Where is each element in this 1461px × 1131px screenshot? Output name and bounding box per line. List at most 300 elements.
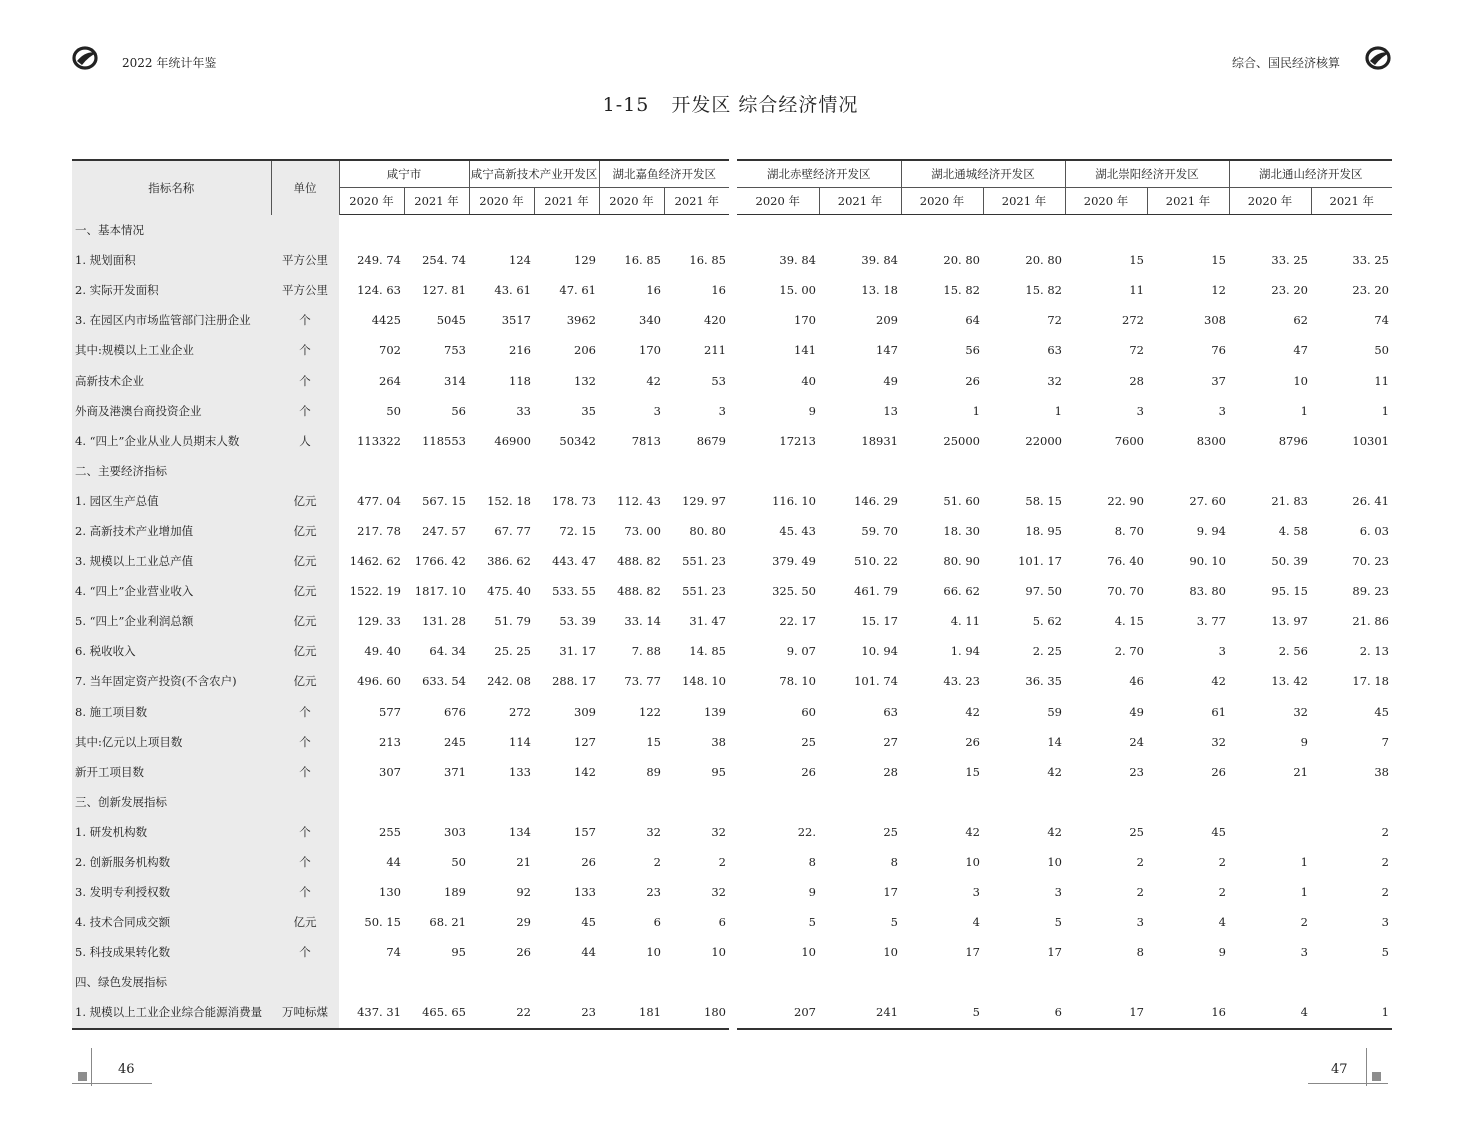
value-cell: 26	[965, 373, 980, 388]
table-row	[72, 245, 729, 275]
value-cell: 9	[808, 885, 816, 900]
table-row	[72, 365, 729, 395]
value-cell: 1	[1054, 403, 1062, 418]
value-cell	[737, 967, 819, 997]
value-cell: 2	[1381, 824, 1389, 839]
value-cell: 58. 15	[1025, 493, 1062, 508]
indicator-name: 外商及港澳台商投资企业	[72, 396, 271, 426]
value-cell: 496. 60	[357, 674, 401, 689]
value-cell: 272	[509, 704, 531, 719]
value-cell: 130	[379, 885, 401, 900]
unit-cell: 亿元	[271, 606, 339, 636]
indicator-name: 新开工项目数	[72, 757, 271, 787]
value-cell	[983, 967, 1065, 997]
value-cell: 475. 40	[487, 584, 531, 599]
value-cell: 702	[379, 343, 401, 358]
value-cell: 3	[653, 403, 661, 418]
unit-cell: 亿元	[271, 576, 339, 606]
value-cell: 45	[581, 915, 596, 930]
value-cell: 18. 95	[1025, 523, 1062, 538]
value-cell: 8. 70	[1114, 523, 1144, 538]
value-cell: 129. 33	[357, 614, 401, 629]
value-cell	[404, 787, 469, 817]
unit-cell: 个	[271, 697, 339, 727]
table-row	[72, 817, 729, 847]
value-cell: 26	[1211, 764, 1226, 779]
value-cell: 2. 70	[1114, 644, 1144, 659]
value-cell: 133	[574, 885, 596, 900]
value-cell: 272	[1122, 313, 1144, 328]
indicator-name: 三、创新发展指标	[72, 787, 271, 817]
value-cell: 29	[516, 915, 531, 930]
value-cell: 46	[1129, 674, 1144, 689]
value-cell: 148. 10	[682, 674, 726, 689]
value-cell: 72	[1047, 313, 1062, 328]
yearbook-logo-icon	[1364, 44, 1392, 72]
value-cell: 90. 10	[1189, 554, 1226, 569]
value-cell: 5	[901, 997, 983, 1028]
value-cell: 5	[1054, 915, 1062, 930]
value-cell: 38	[1374, 764, 1389, 779]
unit-cell: 个	[271, 757, 339, 787]
value-cell: 1462. 62	[349, 554, 401, 569]
table-row	[72, 305, 729, 335]
table-row	[72, 426, 729, 456]
value-cell: 31. 47	[689, 614, 726, 629]
table-title-text: 开发区 综合经济情况	[671, 94, 859, 116]
table-row	[737, 426, 1392, 456]
value-cell: 20. 80	[1025, 253, 1062, 268]
value-cell: 23	[534, 997, 599, 1028]
value-cell: 1	[1381, 403, 1389, 418]
year-header: 2021 年	[819, 188, 901, 215]
value-cell: 10	[883, 945, 898, 960]
value-cell: 92	[516, 885, 531, 900]
value-cell: 10. 94	[861, 644, 898, 659]
value-cell: 8	[890, 855, 898, 870]
table-row	[72, 727, 729, 757]
value-cell: 22000	[1025, 433, 1062, 448]
value-cell: 551. 23	[682, 554, 726, 569]
value-cell: 146. 29	[854, 493, 898, 508]
value-cell: 633. 54	[422, 674, 466, 689]
value-cell: 2	[1300, 915, 1308, 930]
value-cell: 245	[444, 734, 466, 749]
value-cell: 2	[718, 855, 726, 870]
value-cell	[599, 215, 664, 246]
unit-cell: 个	[271, 396, 339, 426]
value-cell: 3	[1054, 885, 1062, 900]
value-cell: 189	[444, 885, 466, 900]
value-cell: 577	[379, 704, 401, 719]
value-cell	[901, 215, 983, 246]
table-row	[737, 907, 1392, 937]
value-cell: 1. 94	[950, 644, 980, 659]
value-cell: 1	[1300, 403, 1308, 418]
value-cell: 59. 70	[861, 523, 898, 538]
table-row	[72, 606, 729, 636]
value-cell: 25. 25	[494, 644, 531, 659]
value-cell: 465. 65	[404, 997, 469, 1028]
value-cell: 2	[1218, 855, 1226, 870]
value-cell: 49	[1129, 704, 1144, 719]
running-header-right: 综合、国民经济核算	[1231, 56, 1340, 70]
table-row	[72, 847, 729, 877]
value-cell: 33. 25	[1271, 253, 1308, 268]
value-cell: 21. 86	[1352, 614, 1389, 629]
value-cell: 4	[1218, 915, 1226, 930]
value-cell: 16. 85	[689, 253, 726, 268]
indicator-name: 2. 实际开发面积	[72, 275, 271, 305]
value-cell: 134	[509, 824, 531, 839]
value-cell: 1766. 42	[414, 554, 466, 569]
value-cell: 42	[965, 824, 980, 839]
unit-cell: 个	[271, 727, 339, 757]
value-cell: 95	[451, 945, 466, 960]
value-cell: 4	[972, 915, 980, 930]
value-cell: 45. 43	[779, 523, 816, 538]
value-cell: 152. 18	[487, 493, 531, 508]
value-cell: 551. 23	[682, 584, 726, 599]
value-cell: 142	[574, 764, 596, 779]
table-row	[737, 576, 1392, 606]
value-cell	[737, 787, 819, 817]
table-row	[72, 396, 729, 426]
value-cell: 15	[1211, 253, 1226, 268]
zone-header: 湖北通山经济开发区	[1229, 160, 1392, 188]
value-cell	[1311, 456, 1392, 486]
unit-cell: 个	[271, 847, 339, 877]
unit-cell: 亿元	[271, 486, 339, 516]
value-cell	[339, 456, 404, 486]
value-cell: 255	[379, 824, 401, 839]
value-cell: 26. 41	[1352, 493, 1389, 508]
table-row	[737, 666, 1392, 696]
value-cell: 9. 07	[786, 644, 816, 659]
value-cell: 23	[646, 885, 661, 900]
page-number-right: 47	[1331, 1062, 1348, 1077]
indicator-name: 1. 研发机构数	[72, 817, 271, 847]
value-cell	[1065, 456, 1147, 486]
value-cell: 139	[704, 704, 726, 719]
value-cell	[901, 967, 983, 997]
value-cell: 32	[1293, 704, 1308, 719]
page-number-left: 46	[118, 1062, 135, 1077]
value-cell: 22. 17	[779, 614, 816, 629]
value-cell: 1	[972, 403, 980, 418]
zone-header: 咸宁高新技术产业开发区	[469, 160, 599, 188]
value-cell: 4. 11	[950, 614, 980, 629]
value-cell: 461. 79	[854, 584, 898, 599]
value-cell: 488. 82	[617, 584, 661, 599]
year-header: 2020 年	[469, 188, 534, 215]
value-cell: 9. 94	[1196, 523, 1226, 538]
value-cell: 147	[876, 343, 898, 358]
value-cell: 17. 18	[1352, 674, 1389, 689]
value-cell: 80. 90	[943, 554, 980, 569]
value-cell: 56	[965, 343, 980, 358]
value-cell: 37	[1211, 373, 1226, 388]
value-cell: 157	[574, 824, 596, 839]
value-cell: 22	[469, 997, 534, 1028]
value-cell: 1817. 10	[414, 584, 466, 599]
value-cell: 95	[711, 764, 726, 779]
value-cell: 8	[1136, 945, 1144, 960]
value-cell: 38	[711, 734, 726, 749]
value-cell: 31. 17	[559, 644, 596, 659]
value-cell: 488. 82	[617, 554, 661, 569]
value-cell: 3517	[501, 313, 531, 328]
unit-cell: 平方公里	[271, 245, 339, 275]
value-cell	[404, 456, 469, 486]
value-cell: 17	[883, 885, 898, 900]
value-cell: 20. 80	[943, 253, 980, 268]
zone-header: 湖北崇阳经济开发区	[1065, 160, 1229, 188]
table-row	[737, 546, 1392, 576]
indicator-name: 1. 规划面积	[72, 245, 271, 275]
indicator-name: 5. “四上”企业利润总额	[72, 606, 271, 636]
value-cell: 74	[386, 945, 401, 960]
value-cell	[819, 456, 901, 486]
table-row	[737, 937, 1392, 967]
value-cell	[469, 456, 534, 486]
value-cell: 28	[883, 764, 898, 779]
value-cell: 17	[1065, 997, 1147, 1028]
value-cell: 477. 04	[357, 493, 401, 508]
table-row	[737, 245, 1392, 275]
indicator-name: 2. 创新服务机构数	[72, 847, 271, 877]
value-cell: 141	[794, 343, 816, 358]
value-cell	[1147, 967, 1229, 997]
year-header: 2020 年	[737, 188, 819, 215]
value-cell: 32	[1211, 734, 1226, 749]
value-cell: 124. 63	[357, 283, 401, 298]
value-cell	[534, 787, 599, 817]
value-cell: 50. 39	[1271, 554, 1308, 569]
value-cell: 64	[965, 313, 980, 328]
table-row	[72, 516, 729, 546]
value-cell: 9	[808, 403, 816, 418]
value-cell: 16	[1147, 997, 1229, 1028]
value-cell: 14. 85	[689, 644, 726, 659]
value-cell: 49. 40	[364, 644, 401, 659]
value-cell: 5	[1381, 945, 1389, 960]
value-cell	[819, 787, 901, 817]
value-cell: 2	[1381, 855, 1389, 870]
unit-cell: 万吨标煤	[271, 997, 339, 1028]
table-number: 1-15	[602, 94, 650, 116]
value-cell: 27	[883, 734, 898, 749]
right-data-table	[737, 159, 1392, 1030]
unit-cell: 亿元	[271, 907, 339, 937]
table-row	[72, 576, 729, 606]
value-cell: 2	[653, 855, 661, 870]
value-cell: 6. 03	[1359, 523, 1389, 538]
value-cell: 12	[1211, 283, 1226, 298]
zone-header: 湖北嘉鱼经济开发区	[599, 160, 729, 188]
value-cell: 8679	[696, 433, 726, 448]
value-cell: 25000	[943, 433, 980, 448]
table-row	[737, 606, 1392, 636]
value-cell: 3962	[566, 313, 596, 328]
page-footer-rule	[1308, 1083, 1388, 1084]
value-cell	[1229, 215, 1311, 246]
value-cell	[1065, 787, 1147, 817]
value-cell: 386. 62	[487, 554, 531, 569]
value-cell: 9	[1218, 945, 1226, 960]
value-cell: 64. 34	[429, 644, 466, 659]
value-cell: 206	[574, 343, 596, 358]
year-header: 2020 年	[901, 188, 983, 215]
value-cell: 217. 78	[357, 523, 401, 538]
unit-cell: 亿元	[271, 666, 339, 696]
value-cell: 7600	[1114, 433, 1144, 448]
table-row	[737, 215, 1392, 246]
table-row	[737, 967, 1392, 997]
value-cell: 25	[1129, 824, 1144, 839]
value-cell	[819, 215, 901, 246]
value-cell: 241	[819, 997, 901, 1028]
value-cell: 124	[509, 253, 531, 268]
value-cell: 247. 57	[422, 523, 466, 538]
table-row	[737, 636, 1392, 666]
value-cell: 39. 84	[861, 253, 898, 268]
table-row	[737, 997, 1392, 1028]
year-header: 2021 年	[983, 188, 1065, 215]
year-header: 2021 年	[664, 188, 729, 215]
value-cell: 4. 58	[1278, 523, 1308, 538]
value-cell: 254. 74	[422, 253, 466, 268]
value-cell	[1147, 215, 1229, 246]
value-cell	[901, 456, 983, 486]
value-cell: 181	[599, 997, 664, 1028]
value-cell	[534, 215, 599, 246]
value-cell: 42	[646, 373, 661, 388]
value-cell: 42	[1211, 674, 1226, 689]
value-cell: 7813	[631, 433, 661, 448]
value-cell	[534, 456, 599, 486]
indicator-name: 其中:亿元以上项目数	[72, 727, 271, 757]
value-cell: 47. 61	[559, 283, 596, 298]
unit-cell: 亿元	[271, 516, 339, 546]
table-row	[72, 757, 729, 787]
value-cell: 340	[639, 313, 661, 328]
value-cell: 5. 62	[1032, 614, 1062, 629]
value-cell: 15	[1129, 253, 1144, 268]
value-cell: 4. 15	[1114, 614, 1144, 629]
value-cell: 72	[1129, 343, 1144, 358]
page-footer-rule	[72, 1083, 152, 1084]
value-cell: 379. 49	[772, 554, 816, 569]
value-cell: 2	[1381, 885, 1389, 900]
value-cell: 209	[876, 313, 898, 328]
value-cell: 3	[718, 403, 726, 418]
value-cell: 437. 31	[339, 997, 404, 1028]
unit-cell: 个	[271, 305, 339, 335]
indicator-name: 3. 规模以上工业总产值	[72, 546, 271, 576]
value-cell: 53	[711, 373, 726, 388]
value-cell: 170	[794, 313, 816, 328]
value-cell: 6	[653, 915, 661, 930]
value-cell: 8	[808, 855, 816, 870]
value-cell: 753	[444, 343, 466, 358]
value-cell	[469, 787, 534, 817]
value-cell: 127. 81	[422, 283, 466, 298]
table-row	[737, 817, 1392, 847]
table-row	[72, 967, 729, 997]
value-cell: 59	[1047, 704, 1062, 719]
value-cell: 89. 23	[1352, 584, 1389, 599]
value-cell: 23	[1129, 764, 1144, 779]
indicator-name: 4. 技术合同成交额	[72, 907, 271, 937]
value-cell: 216	[509, 343, 531, 358]
value-cell: 7. 88	[631, 644, 661, 659]
value-cell: 47	[1293, 343, 1308, 358]
table-row	[737, 847, 1392, 877]
value-cell: 303	[444, 824, 466, 839]
value-cell: 309	[574, 704, 596, 719]
value-cell: 42	[1047, 824, 1062, 839]
value-cell: 32	[646, 824, 661, 839]
value-cell: 178. 73	[552, 493, 596, 508]
zone-header: 湖北通城经济开发区	[901, 160, 1065, 188]
value-cell: 132	[574, 373, 596, 388]
unit-cell	[271, 967, 339, 997]
value-cell: 15. 00	[779, 283, 816, 298]
value-cell: 6	[718, 915, 726, 930]
value-cell	[339, 787, 404, 817]
value-cell: 43. 23	[943, 674, 980, 689]
value-cell	[1065, 215, 1147, 246]
value-cell	[1065, 967, 1147, 997]
table-row	[72, 937, 729, 967]
running-header-left: 2022 年统计年鉴	[122, 56, 217, 70]
value-cell: 26	[801, 764, 816, 779]
value-cell: 113322	[357, 433, 401, 448]
value-cell: 15	[646, 734, 661, 749]
value-cell: 23. 20	[1271, 283, 1308, 298]
value-cell: 72. 15	[559, 523, 596, 538]
unit-cell	[271, 215, 339, 246]
zone-header: 咸宁市	[339, 160, 469, 188]
value-cell: 3	[1381, 915, 1389, 930]
value-cell	[1311, 967, 1392, 997]
value-cell: 242. 08	[487, 674, 531, 689]
indicator-name: 其中:规模以上工业企业	[72, 335, 271, 365]
value-cell: 170	[639, 343, 661, 358]
page-footer-rule	[1366, 1048, 1367, 1086]
value-cell: 56	[451, 403, 466, 418]
value-cell	[469, 215, 534, 246]
indicator-name: 3. 在园区内市场监管部门注册企业	[72, 305, 271, 335]
year-header: 2021 年	[1147, 188, 1229, 215]
indicator-name: 四、绿色发展指标	[72, 967, 271, 997]
value-cell: 6	[983, 997, 1065, 1028]
value-cell: 40	[801, 373, 816, 388]
value-cell: 3	[1136, 915, 1144, 930]
value-cell: 15	[965, 764, 980, 779]
value-cell	[404, 215, 469, 246]
value-cell: 51. 60	[943, 493, 980, 508]
table-row	[72, 997, 729, 1028]
value-cell: 53. 39	[559, 614, 596, 629]
value-cell: 27. 60	[1189, 493, 1226, 508]
value-cell: 11	[1129, 283, 1144, 298]
value-cell: 10	[965, 855, 980, 870]
value-cell	[534, 967, 599, 997]
value-cell: 67. 77	[494, 523, 531, 538]
value-cell: 42	[1047, 764, 1062, 779]
